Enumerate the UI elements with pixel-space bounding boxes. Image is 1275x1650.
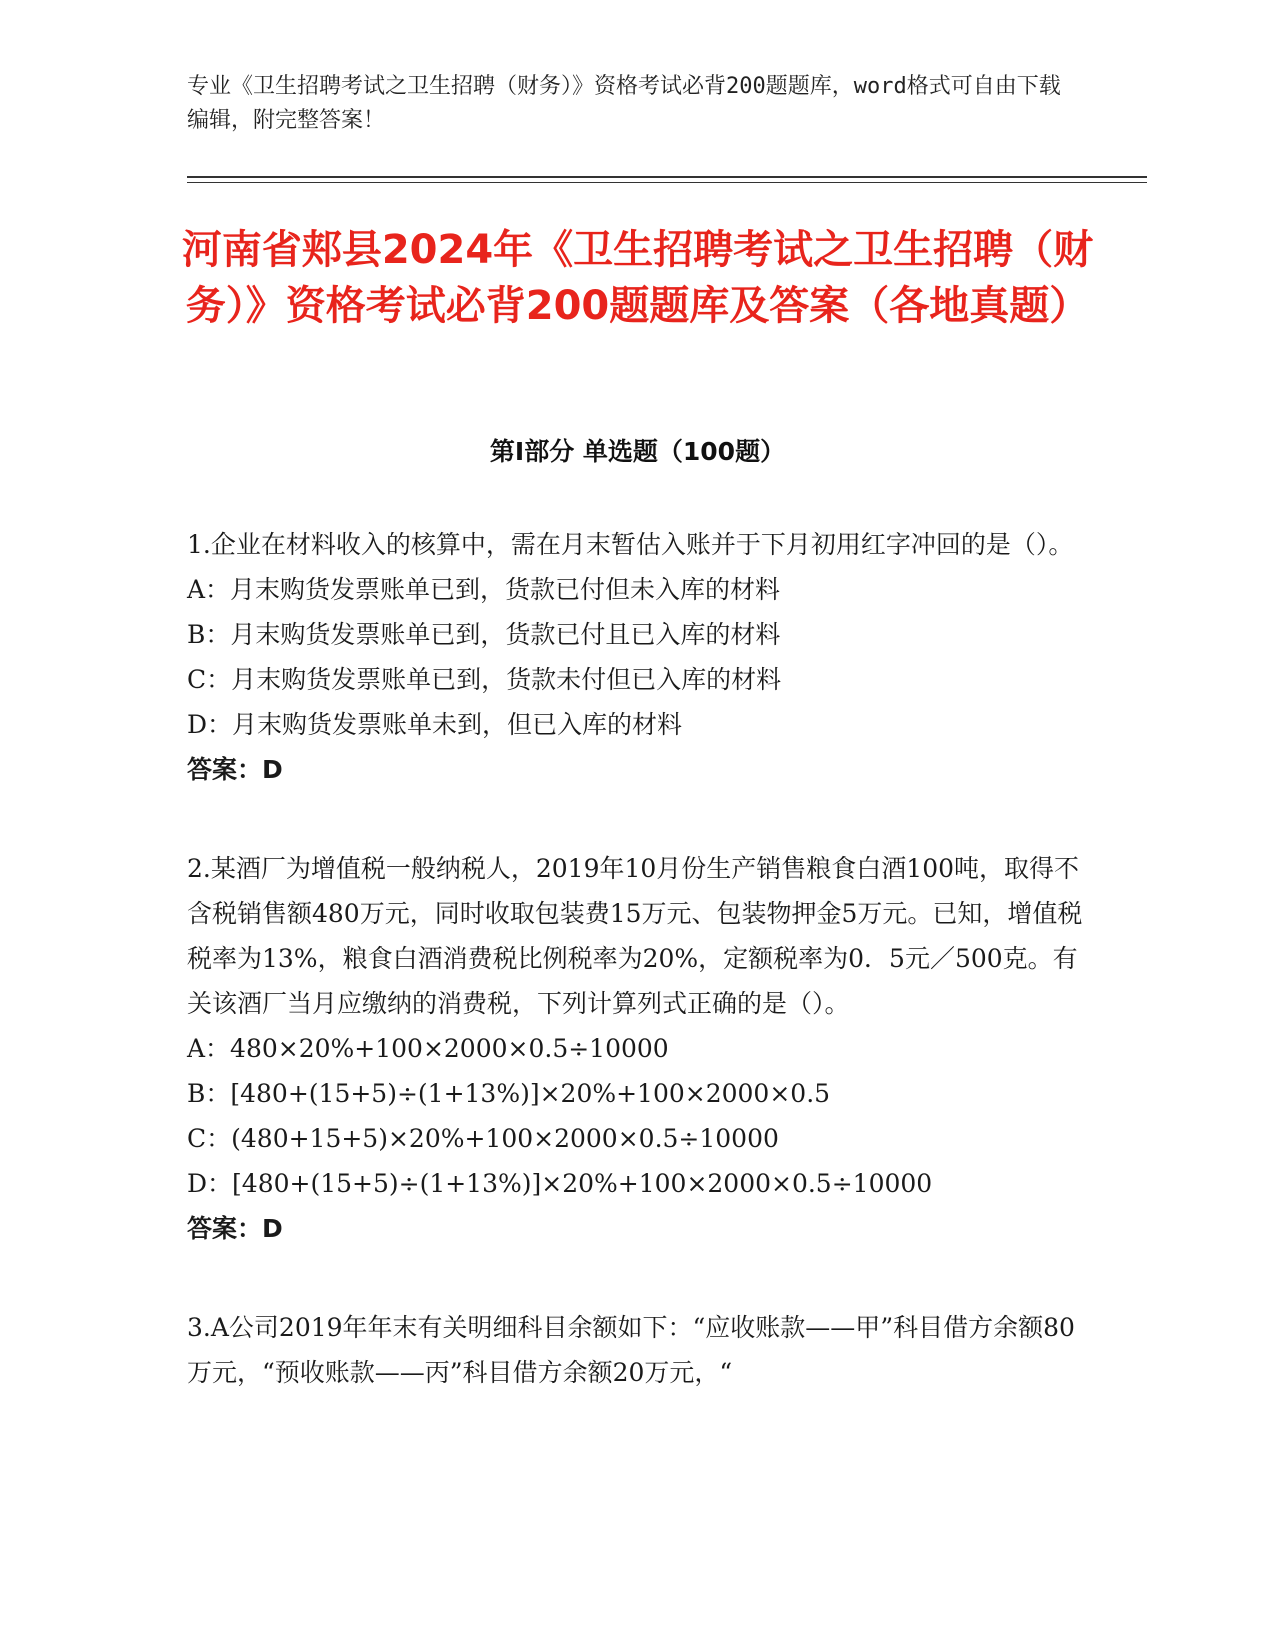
option-b: B：[480+(15+5)÷(1+13%)]×20%+100×2000×0.5 xyxy=(187,1079,831,1108)
header-note: 专业《卫生招聘考试之卫生招聘（财务）》资格考试必背200题题库，word格式可自由下载编辑，附完整答案！ xyxy=(187,74,1061,133)
option-c: C：月末购货发票账单已到，货款未付但已入库的材料 xyxy=(187,665,782,694)
option-a: A：月末购货发票账单已到，货款已付但未入库的材料 xyxy=(187,575,781,604)
question-3 xyxy=(187,1305,1087,1395)
option-d: D：月末购货发票账单未到，但已入库的材料 xyxy=(187,710,683,739)
answer: 答案：D xyxy=(187,755,283,784)
option-b: B：月末购货发票账单已到，货款已付且已入库的材料 xyxy=(187,620,781,649)
question-stem: 2.某酒厂为增值税一般纳税人，2019年10月份生产销售粮食白酒100吨，取得不含税销售额480万元，同时收取包装费15万元、包装物押金5万元。已知，增值税税率为13%，粮食白酒消费税比例税率为20%，定额税率为0．5元／500克。有关该酒厂当月应缴纳的消费税，下列计算列式正确的是（）。 xyxy=(187,854,1083,1018)
question-2 xyxy=(187,846,1087,1251)
document-title: 河南省郏县2024年《卫生招聘考试之卫生招聘（财务）》资格考试必背200题题库及答案（各地真题） xyxy=(181,227,1094,329)
question-stem: 3.A公司2019年年末有关明细科目余额如下：“应收账款——甲”科目借方余额80万元，“预收账款——丙”科目借方余额20万元，“ xyxy=(187,1313,1075,1387)
section-title: 第Ⅰ部分 单选题（100题） xyxy=(489,437,786,466)
option-c: C：(480+15+5)×20%+100×2000×0.5÷10000 xyxy=(187,1124,779,1153)
answer: 答案：D xyxy=(187,1214,283,1243)
question-list xyxy=(187,522,1087,1449)
question-stem: 1.企业在材料收入的核算中，需在月末暂估入账并于下月初用红字冲回的是（）。 xyxy=(187,530,1074,559)
question-1 xyxy=(187,522,1087,792)
option-a: A：480×20%+100×2000×0.5÷10000 xyxy=(187,1034,669,1063)
header-rule-thin xyxy=(187,182,1147,183)
option-d: D：[480+(15+5)÷(1+13%)]×20%+100×2000×0.5÷10000 xyxy=(187,1169,933,1198)
header-rule-thick xyxy=(187,176,1147,178)
